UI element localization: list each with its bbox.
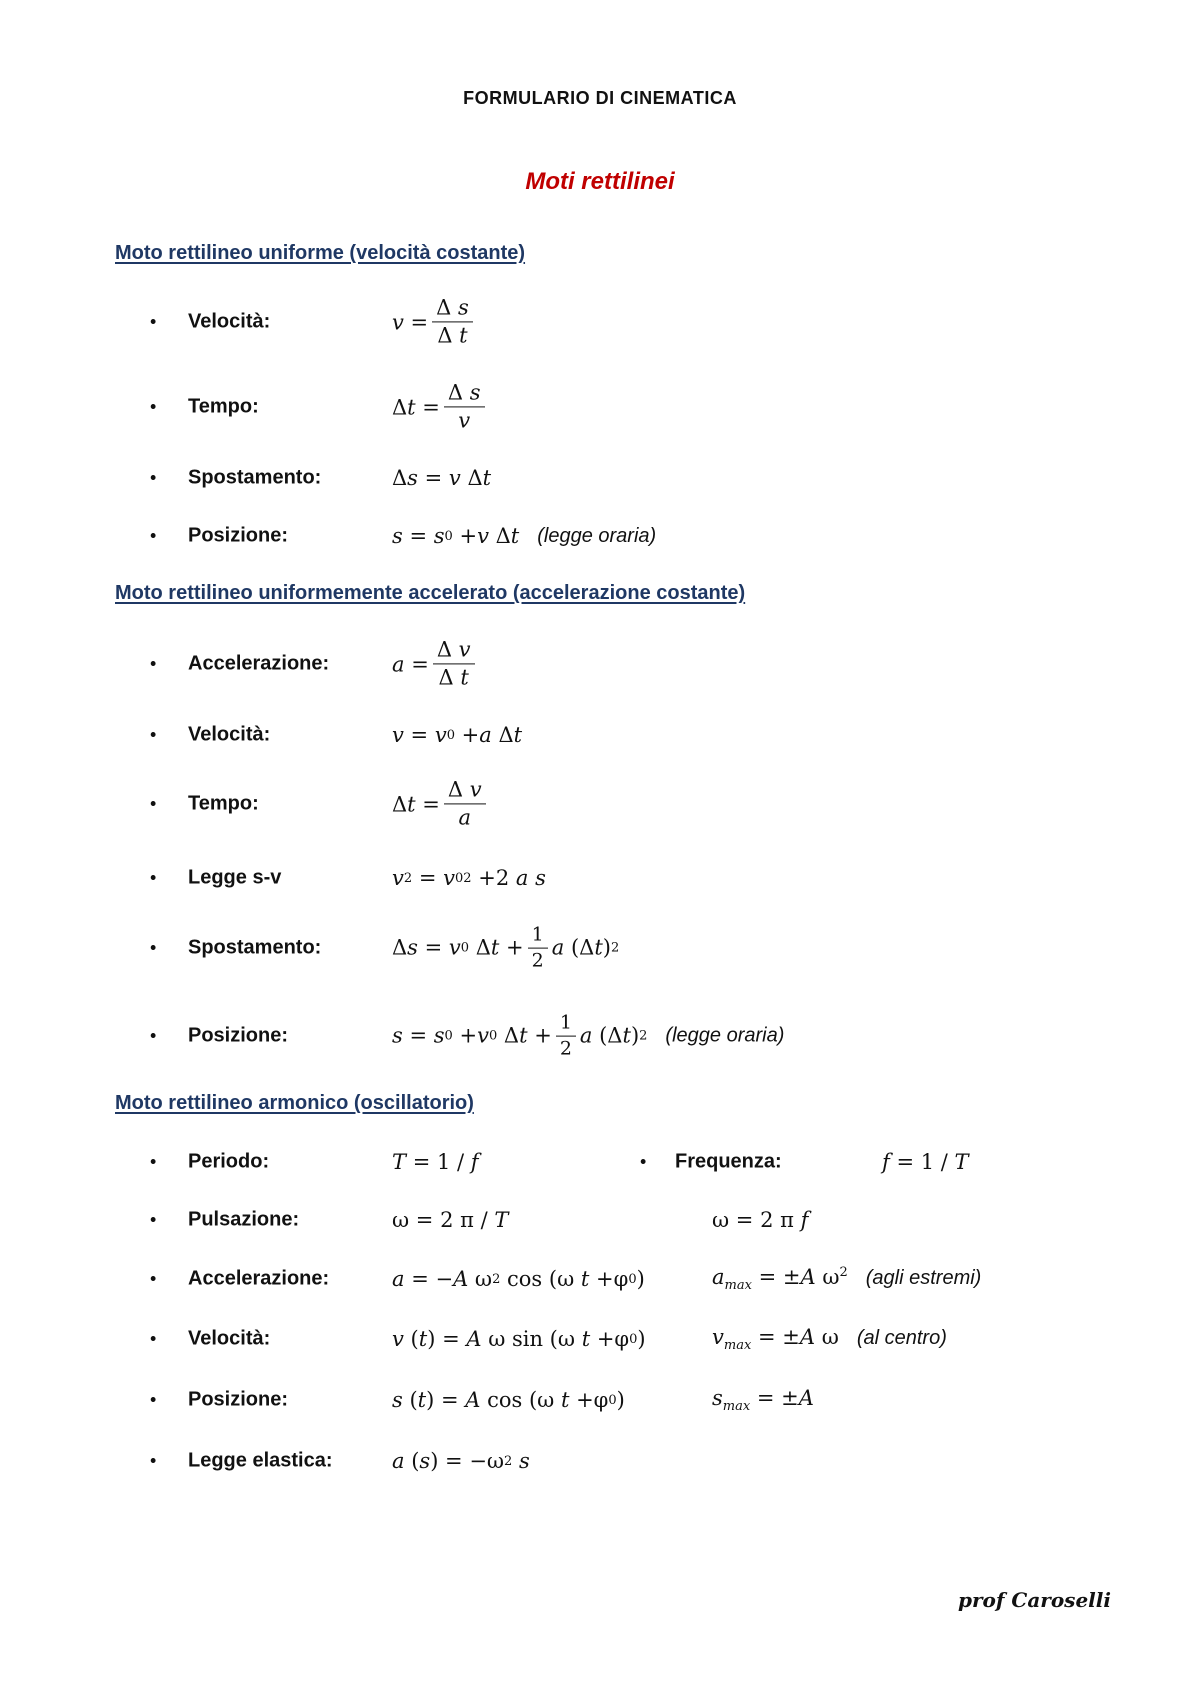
bullet: •: [640, 1151, 647, 1172]
row-uniform-velocity: [0, 295, 1200, 382]
formula: a = − A ω 2 cos (ω t +φ 0 ): [392, 1267, 645, 1291]
bullet: •: [150, 396, 157, 417]
label: Tempo:: [188, 792, 259, 815]
right-formula: $v_{max} = \pm A$ ω (al centro): [712, 1324, 947, 1354]
label: Pulsazione:: [188, 1208, 300, 1231]
label: Tempo:: [188, 395, 259, 418]
row-acc-displacement: [0, 923, 1200, 1008]
formula: s = s 0 + v 0 Δ t + $\frac{1}{2}$ a (Δ t ) 2 (legge oraria): [392, 1011, 785, 1060]
formula: s = s 0 + v Δ t (legge oraria): [392, 524, 657, 548]
right-formula: f = 1 / T: [882, 1150, 969, 1174]
bullet: •: [150, 1450, 157, 1471]
label: Posizione:: [188, 1024, 289, 1047]
row-acc-time: [0, 777, 1200, 864]
formula: s ( t ) = A cos (ω t +φ 0 ): [392, 1388, 625, 1412]
right-formula: ω = 2 π f: [712, 1208, 809, 1232]
bullet: •: [150, 653, 157, 674]
bullet: •: [150, 1328, 157, 1349]
label: Accelerazione:: [188, 1267, 330, 1290]
bullet: •: [150, 1025, 157, 1046]
label: Velocità:: [188, 723, 271, 746]
formula: ω = 2 π / T: [392, 1208, 509, 1232]
bullet: •: [150, 1151, 157, 1172]
bullet: •: [150, 724, 157, 745]
label: Legge elastica:: [188, 1449, 333, 1472]
formula: T = 1 / f: [392, 1150, 479, 1174]
bullet: •: [150, 867, 157, 888]
page-title: FORMULARIO DI CINEMATICA: [463, 88, 737, 108]
row-harm-elastic-law: [0, 1449, 1200, 1521]
formula: a ( s ) = −ω 2 s: [392, 1449, 530, 1473]
note: (agli estremi): [865, 1266, 982, 1289]
row-harm-period: [0, 1150, 1200, 1222]
label: Accelerazione:: [188, 652, 330, 675]
bullet: •: [150, 1268, 157, 1289]
formula: v = v 0 + a Δ t: [392, 723, 523, 747]
formula: a = $\frac{\text{Δ v}}{\text{Δ t}}$: [392, 638, 479, 689]
label: Spostamento:: [188, 466, 322, 489]
signature: prof Caroselli: [958, 1588, 1111, 1612]
formula: v = $\frac{\text{Δ s}}{\text{Δ t}}$: [392, 296, 477, 347]
bullet: •: [150, 1209, 157, 1230]
formula: Δ s = v Δ t: [392, 466, 492, 490]
formula: Δ t = $\frac{\text{Δ s}}{v}$: [392, 381, 489, 432]
bullet: •: [150, 467, 157, 488]
bullet: •: [150, 311, 157, 332]
row-acc-acceleration: [0, 637, 1200, 724]
row-acc-velocity: [0, 723, 1200, 795]
label: Velocità:: [188, 310, 271, 333]
label: Posizione:: [188, 1388, 289, 1411]
right-formula: $a_{max} = \pm A$ $\omega^2$ (agli estremi): [712, 1264, 982, 1294]
label: Legge s-v: [188, 866, 282, 889]
label: Periodo:: [188, 1150, 270, 1173]
row-acc-position: [0, 1011, 1200, 1096]
formula: v 2 = v 0 2 +2 a s: [392, 866, 546, 890]
bullet: •: [150, 793, 157, 814]
label: Posizione:: [188, 524, 289, 547]
formula: v ( t ) = A ω sin (ω t +φ 0 ): [392, 1327, 646, 1351]
note: (al centro): [856, 1326, 947, 1349]
row-uniform-time: [0, 380, 1200, 467]
section-heading-uniform: Moto rettilineo uniforme (velocità costante): [115, 242, 526, 264]
chapter-title: Moti rettilinei: [525, 168, 675, 195]
formula: Δ t = $\frac{\text{Δ v}}{a}$: [392, 778, 490, 829]
formula: Δ s = v 0 Δ t + $\frac{1}{2}$ a (Δ t ) 2: [392, 923, 620, 972]
note: (legge oraria): [665, 1024, 785, 1047]
note: (legge oraria): [537, 524, 657, 547]
row-harm-position: [0, 1385, 1200, 1460]
label: Spostamento:: [188, 936, 322, 959]
section-heading-harmonic: Moto rettilineo armonico (oscillatorio): [115, 1092, 474, 1114]
bullet: •: [150, 525, 157, 546]
right-formula: $s_{max} = \pm A$: [712, 1385, 814, 1415]
right-label: Frequenza:: [675, 1150, 782, 1173]
label: Velocità:: [188, 1327, 271, 1350]
section-heading-accelerated: Moto rettilineo uniformemente accelerato (accelerazione costante): [115, 582, 746, 604]
bullet: •: [150, 1389, 157, 1410]
bullet: •: [150, 937, 157, 958]
